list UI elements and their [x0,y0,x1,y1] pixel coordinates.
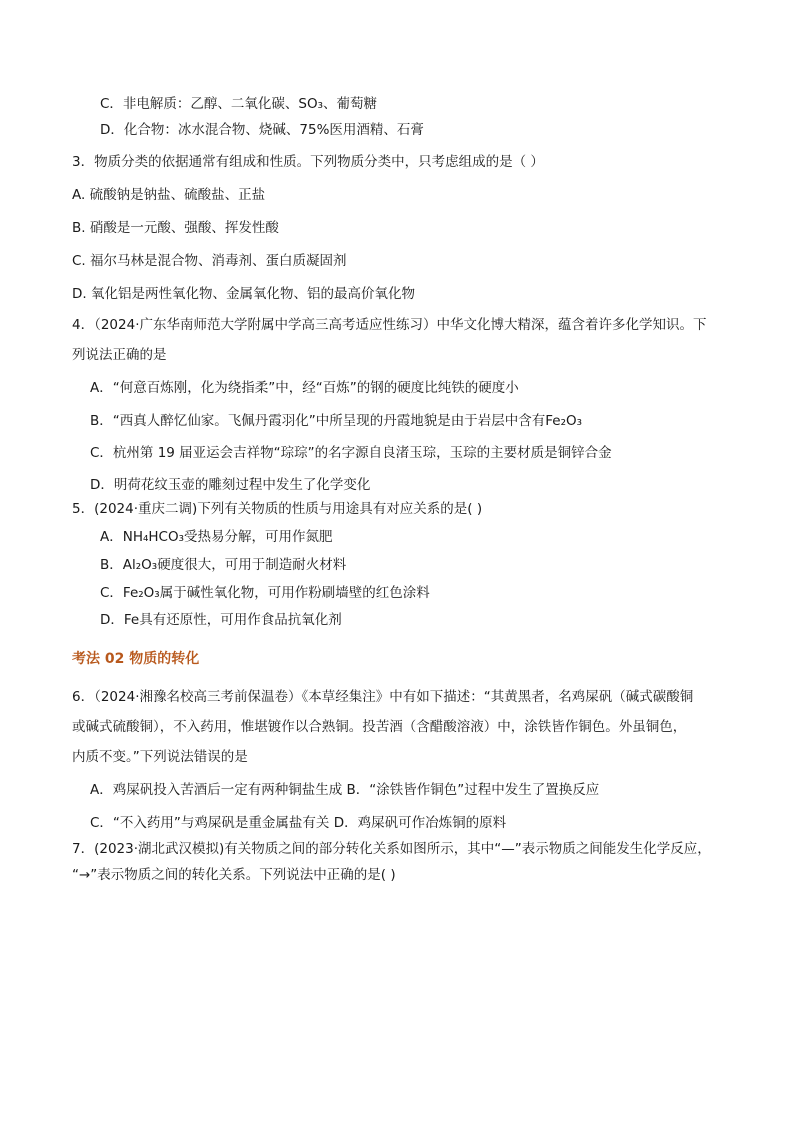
question-3-option-a: A. 硫酸钠是钠盐、硫酸盐、正盐 [72,187,266,203]
question-3-option-d: D. 氧化铝是两性氧化物、金属氧化物、铝的最高价氧化物 [72,286,415,302]
question-6-stem-line-3: 内质不变。”下列说法错误的是 [72,749,248,765]
question-7-stem-line-2: “→”表示物质之间的转化关系。下列说法中正确的是( ) [72,867,396,883]
question-3-option-c: C. 福尔马林是混合物、消毒剂、蛋白质凝固剂 [72,253,347,269]
section-title: 考法 02 物质的转化 [72,651,200,667]
question-4-option-c: C．杭州第 19 届亚运会吉祥物“琮琮”的名字源自良渚玉琮，玉琮的主要材质是铜锌合金 [90,445,612,461]
question-6-options-ab: A．鸡屎矾投入苦酒后一定有两种铜盐生成 B．“涂铁皆作铜色”过程中发生了置换反应 [90,782,600,798]
question-4-stem-line-2: 列说法正确的是 [72,347,167,363]
option-d: D．化合物：冰水混合物、烧碱、75%医用酒精、石膏 [100,122,424,138]
question-3-stem: 3．物质分类的依据通常有组成和性质。下列物质分类中，只考虑组成的是（ ） [72,154,544,170]
option-c: C．非电解质：乙醇、二氧化碳、SO₃、葡萄糖 [100,96,378,112]
question-4-option-a: A．“何意百炼刚，化为绕指柔”中，经“百炼”的钢的硬度比纯铁的硬度小 [90,380,519,396]
question-6-stem-line-1: 6．（2024·湘豫名校高三考前保温卷）《本草经集注》中有如下描述：“其黄黑者，名鸡屎矾（碱式碳酸铜 [72,689,694,705]
question-4-option-b: B．“西真人醉忆仙家。飞佩丹霞羽化”中所呈现的丹霞地貌是由于岩层中含有Fe₂O₃ [90,413,583,429]
question-7-stem-line-1: 7．(2023·湖北武汉模拟)有关物质之间的部分转化关系如图所示，其中“—”表示物质之间能发生化学反应， [72,841,711,857]
question-6-options-cd: C．“不入药用”与鸡屎矾是重金属盐有关 D．鸡屎矾可作冶炼铜的原料 [90,815,507,831]
question-5-option-c: C．Fe₂O₃属于碱性氧化物，可用作粉刷墙壁的红色涂料 [100,585,430,601]
question-5-stem: 5．(2024·重庆二调)下列有关物质的性质与用途具有对应关系的是( ) [72,501,483,517]
question-4-stem-line-1: 4．（2024·广东华南师范大学附属中学高三高考适应性练习）中华文化博大精深，蕴含着许多化学知识。下 [72,317,707,333]
question-6-stem-line-2: 或碱式硫酸铜），不入药用，惟堪镀作以合熟铜。投苦酒（含醋酸溶液）中，涂铁皆作铜色。外虽铜色， [72,719,687,735]
question-4-option-d: D．明荷花纹玉壶的雕刻过程中发生了化学变化 [90,477,371,493]
question-5-option-d: D．Fe具有还原性，可用作食品抗氧化剂 [100,612,342,628]
question-5-option-a: A．NH₄HCO₃受热易分解，可用作氮肥 [100,529,333,545]
question-3-option-b: B. 硝酸是一元酸、强酸、挥发性酸 [72,220,279,236]
question-5-option-b: B．Al₂O₃硬度很大，可用于制造耐火材料 [100,557,347,573]
